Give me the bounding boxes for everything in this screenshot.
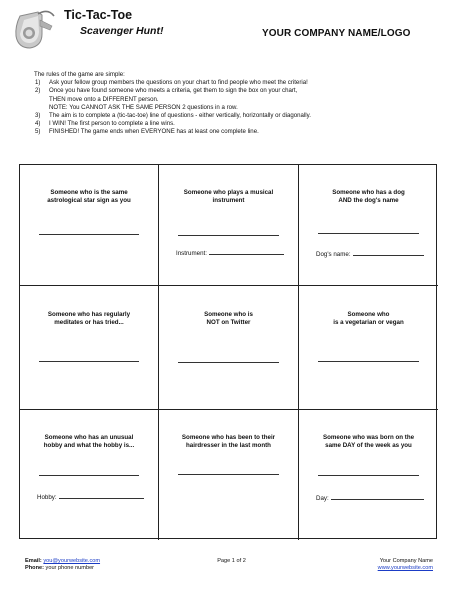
field-line[interactable] [209,254,284,255]
rule-text: THEN move onto a DIFFERENT person. [49,95,159,103]
signature-line[interactable] [318,475,419,476]
rule-text: Ask your fellow group members the questions on your chart to find people who meet the criteria! [49,79,308,87]
page-title: Tic-Tac-Toe [64,8,133,22]
page-subtitle: Scavenger Hunt! [80,25,164,37]
rules-intro: The rules of the game are simple: [34,71,125,78]
grid-cell-unusual-hobby[interactable] [20,410,159,540]
dog-name-field[interactable] [316,251,424,258]
cell-prompt [26,311,152,327]
rule-text: FINISHED! The game ends when EVERYONE has at least one complete line. [49,128,259,136]
prompt-line: astrological star sign as you [47,197,131,204]
prompt-line: hobby and what the hobby is... [43,442,135,449]
rule-text: The aim is to complete a (tic-tac-toe) line of questions - either vertically, horizontally or diagonally. [49,112,311,120]
field-label: Hobby: [37,494,57,501]
prompt-line: Someone who has regularly [47,311,131,318]
rule-item [34,87,454,112]
signature-line[interactable] [318,361,419,362]
signature-line[interactable] [39,361,139,362]
rule-number: 2) [35,87,41,95]
prompt-line: Someone who was born on the [322,434,415,441]
rule-number: 3) [35,112,41,120]
cell-prompt [165,434,292,450]
rule-number: 1) [35,79,41,87]
rule-number: 5) [35,128,41,136]
footer-company [378,558,433,572]
field-line[interactable] [59,498,144,499]
whistle-icon [12,6,58,56]
cell-prompt [26,434,152,450]
rule-note: NOTE: You CANNOT ASK THE SAME PERSON 2 questions in a row. [49,103,238,111]
grid-cell-hairdresser[interactable] [159,410,299,540]
prompt-line: meditates or has tried... [54,319,124,326]
prompt-line: same DAY of the week as you [325,442,412,449]
page-number: Page 1 of 2 [217,558,246,564]
cell-prompt [165,311,292,327]
grid-cell-meditates[interactable] [20,286,159,410]
cell-prompt [305,189,432,205]
signature-line[interactable] [39,475,139,476]
grid-cell-star-sign[interactable] [20,165,159,286]
prompt-line: AND the dog's name [338,197,399,204]
rule-item [34,112,454,120]
instrument-field[interactable] [176,250,284,257]
rules-section [34,71,454,137]
field-label: Instrument: [176,250,207,257]
grid-cell-not-on-twitter[interactable] [159,286,299,410]
prompt-line: is a vegetarian or vegan [333,319,404,326]
signature-line[interactable] [178,474,279,475]
rule-text: I WIN! The first person to complete a line wins. [49,120,175,128]
rules-list [34,79,454,136]
prompt-line: hairdresser in the last month [186,442,271,449]
prompt-line: Someone who plays a musical [183,189,274,196]
phone-number: your phone number [45,565,95,571]
rule-item [34,120,454,128]
day-field[interactable] [316,495,424,502]
prompt-line: Someone who is [204,311,253,318]
email-link[interactable]: you@yourwebsite.com [43,558,101,564]
signature-line[interactable] [318,233,419,234]
company-name: Your Company Name [379,558,433,564]
field-label: Day: [316,495,329,502]
signature-line[interactable] [178,235,279,236]
field-line[interactable] [353,255,424,256]
prompt-line: Someone who has been to their [181,434,276,441]
rule-number: 4) [35,120,41,128]
field-label: Dog's name: [316,251,351,258]
rule-text: Once you have found someone who meets a criteria, get them to sign the box on your chart, [49,87,298,95]
grid-cell-birth-day[interactable] [299,410,438,540]
cell-prompt [26,189,152,205]
prompt-line: Someone who [347,311,390,318]
prompt-line: instrument [212,197,245,204]
company-logo-placeholder: YOUR COMPANY NAME/LOGO [262,28,411,39]
rule-item [34,79,454,87]
prompt-line: Someone who has an unusual [44,434,134,441]
cell-prompt [305,434,432,450]
bingo-grid [19,164,437,539]
cell-prompt [165,189,292,205]
grid-cell-vegetarian[interactable] [299,286,438,410]
hobby-field[interactable] [37,494,144,501]
cell-prompt [305,311,432,327]
prompt-line: NOT on Twitter [206,319,251,326]
phone-label: Phone: [25,565,44,571]
signature-line[interactable] [178,362,279,363]
grid-cell-musical-instrument[interactable] [159,165,299,286]
field-line[interactable] [331,499,424,500]
prompt-line: Someone who has a dog [332,189,405,196]
signature-line[interactable] [39,234,139,235]
rule-item [34,128,454,136]
email-label: Email: [25,558,42,564]
prompt-line: Someone who is the same [50,189,128,196]
website-link[interactable]: www.yourwebsite.com [377,565,433,571]
grid-cell-dog-name[interactable] [299,165,438,286]
